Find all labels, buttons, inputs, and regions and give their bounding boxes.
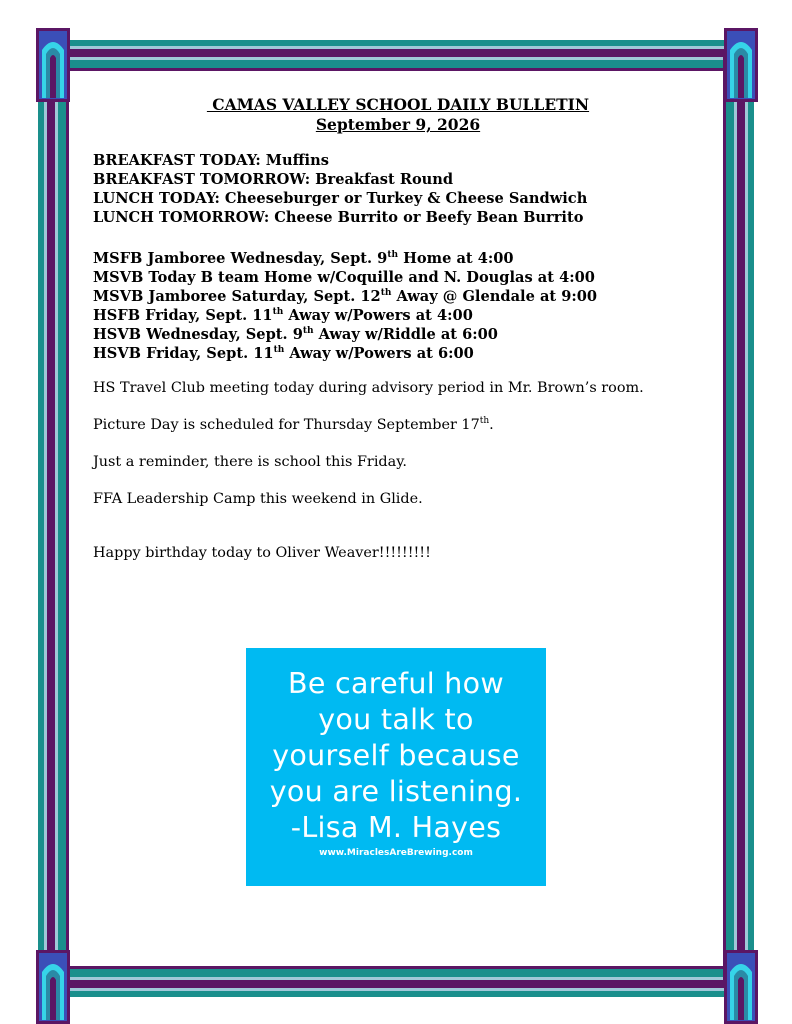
note-ffa: FFA Leadership Camp this weekend in Glide. xyxy=(93,491,423,507)
quote-line: you are listening. xyxy=(269,775,523,808)
game-text: Home at 4:00 xyxy=(398,250,514,267)
quote-line: you talk to xyxy=(318,703,474,736)
note-travel-club: HS Travel Club meeting today during advisory period in Mr. Brown’s room. xyxy=(93,380,644,396)
game-ordinal: th xyxy=(273,345,285,356)
note-text: . xyxy=(489,417,494,433)
menu-item-lunch-tomorrow: LUNCH TOMORROW: Cheese Burrito or Beefy Bean Burrito xyxy=(93,209,584,226)
bulletin-body xyxy=(93,95,703,563)
border-left xyxy=(36,50,72,980)
game-item xyxy=(93,344,703,363)
game-text: MSFB Jamboree Wednesday, Sept. 9 xyxy=(93,250,388,267)
note-birthday: Happy birthday today to Oliver Weaver!!!!!!!!! xyxy=(93,545,431,561)
game-text: HSVB Wednesday, Sept. 9 xyxy=(93,326,303,343)
game-text: Away @ Glendale at 9:00 xyxy=(391,288,598,305)
menu-item-lunch-today: LUNCH TODAY: Cheeseburger or Turkey & Cheese Sandwich xyxy=(93,190,588,207)
quote-box xyxy=(246,648,546,886)
note-ordinal: th xyxy=(479,416,490,427)
game-text: HSFB Friday, Sept. 11 xyxy=(93,307,273,324)
bulletin-title: CAMAS VALLEY SCHOOL DAILY BULLETIN xyxy=(206,95,590,114)
note-reminder: Just a reminder, there is school this Friday. xyxy=(93,454,407,470)
corner-ornament-icon xyxy=(724,950,758,1024)
game-ordinal: th xyxy=(302,326,314,337)
game-text: Away w/Powers at 4:00 xyxy=(283,307,473,324)
border-bottom xyxy=(56,962,736,998)
game-item xyxy=(93,306,703,325)
quote-line: Be careful how xyxy=(288,667,504,700)
corner-ornament-icon xyxy=(36,950,70,1024)
game-item xyxy=(93,268,703,287)
border-right xyxy=(720,50,756,980)
game-item xyxy=(93,249,703,268)
game-text: MSVB Today B team Home w/Coquille and N. Douglas at 4:00 xyxy=(93,269,595,286)
corner-ornament-icon xyxy=(724,28,758,102)
game-ordinal: th xyxy=(387,250,399,261)
menu-item-breakfast-today: BREAKFAST TODAY: Muffins xyxy=(93,152,329,169)
quote-author: -Lisa M. Hayes xyxy=(290,811,502,844)
game-item xyxy=(93,325,703,344)
menu-item-breakfast-tomorrow: BREAKFAST TOMORROW: Breakfast Round xyxy=(93,171,454,188)
game-text: Away w/Riddle at 6:00 xyxy=(313,326,498,343)
game-ordinal: th xyxy=(272,307,284,318)
game-ordinal: th xyxy=(380,288,392,299)
game-text: MSVB Jamboree Saturday, Sept. 12 xyxy=(93,288,381,305)
border-top xyxy=(56,40,736,76)
note-picture-day xyxy=(93,416,703,435)
game-text: HSVB Friday, Sept. 11 xyxy=(93,345,274,362)
note-text: Picture Day is scheduled for Thursday September 17 xyxy=(93,417,480,433)
quote-url: www.MiraclesAreBrewing.com xyxy=(319,848,473,858)
bulletin-date: September 9, 2026 xyxy=(315,115,481,134)
quote-line: yourself because xyxy=(272,739,520,772)
menu-list xyxy=(93,151,703,227)
corner-ornament-icon xyxy=(36,28,70,102)
quote-text xyxy=(246,666,546,846)
game-text: Away w/Powers at 6:00 xyxy=(284,345,474,362)
game-item xyxy=(93,287,703,306)
games-list xyxy=(93,249,703,363)
bulletin-header xyxy=(93,95,703,135)
